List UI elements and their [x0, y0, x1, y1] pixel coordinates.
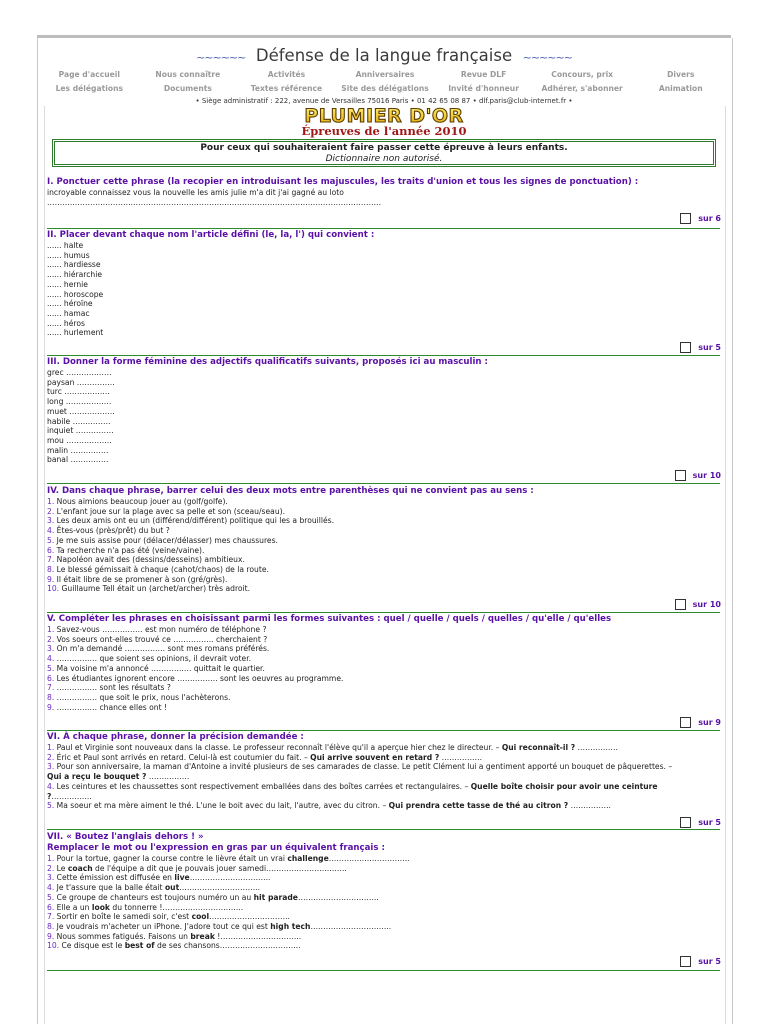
score-checkbox[interactable] — [680, 956, 691, 967]
question-number: 7. — [47, 912, 55, 922]
question-text: ...... hernie — [47, 279, 88, 289]
question-text: du tonnerre !………………………….. — [109, 902, 244, 912]
question-number: 2. — [47, 634, 55, 644]
section-separator — [47, 483, 720, 484]
nav-link-revue[interactable]: Revue DLF — [460, 70, 507, 79]
bold-term: cool — [191, 912, 210, 922]
section-body — [47, 497, 720, 594]
question-line — [47, 625, 720, 635]
question-line — [47, 497, 720, 507]
bold-term: Qui a reçu le bouquet ? — [47, 772, 147, 782]
score-box — [680, 817, 721, 828]
question-line — [47, 762, 720, 772]
nav-link-invite[interactable]: Invité d'honneur — [448, 84, 519, 93]
bold-term: high tech — [270, 921, 311, 931]
question-text: grec ……………… — [47, 368, 112, 377]
question-text: ……………. chance elles ont ! — [54, 702, 168, 712]
question-line — [47, 397, 720, 407]
question-line — [47, 654, 720, 664]
question-line — [47, 555, 720, 565]
question-line — [47, 903, 720, 913]
question-line — [47, 546, 720, 556]
score-label: sur 5 — [698, 343, 721, 352]
question-text: Il était libre de se promener à son (gré/grès). — [54, 574, 228, 584]
question-text: ...... hurlement — [47, 328, 104, 338]
question-line — [47, 241, 720, 251]
question-line — [47, 319, 720, 329]
question-text: inquiet …………… — [47, 426, 114, 436]
question-text: Guillaume Tell était un (archet/archer) très adroit. — [59, 584, 251, 594]
question-text: Savez-vous ……………. est mon numéro de téléphone ? — [54, 625, 267, 634]
notice-line-2: Dictionnaire non autorisé. — [325, 153, 443, 164]
section-title: V. Compléter les phrases en choisissant parmi les formes suivantes : quel / quelle / quels / quelles / qu'elle / qu'elles — [47, 614, 612, 624]
question-text: On m'a demandé ……………. sont mes romans préférés. — [54, 644, 270, 654]
bold-term: ? — [47, 791, 52, 801]
score-label: sur 5 — [698, 957, 721, 966]
bold-term: Qui arrive souvent en retard ? — [310, 752, 440, 762]
score-checkbox[interactable] — [675, 470, 686, 481]
section-body — [47, 854, 720, 951]
question-text: ……………. — [439, 752, 483, 762]
exercise-section — [47, 486, 720, 594]
question-line — [47, 792, 720, 802]
question-line — [47, 644, 720, 654]
question-text: Ce groupe de chanteurs est toujours numéro un au — [54, 892, 254, 902]
question-text: Paul et Virginie sont nouveaux dans la classe. Le professeur reconnaît l'élève qu'il a aperçue hier chez le directeur. – — [54, 743, 502, 752]
bold-term: Quelle boîte choisir pour avoir une ceinture — [470, 781, 658, 791]
question-line — [47, 565, 720, 575]
question-text: Ce disque est le — [59, 941, 125, 951]
question-text: ……………. — [575, 743, 618, 752]
question-line — [47, 932, 720, 942]
question-text: ………………………….. — [328, 854, 410, 863]
address-line: • Siège administratif : 222, avenue de Versailles 75016 Paris • 01 42 65 08 87 • dlf.paris@club-internet.fr • — [195, 97, 573, 105]
question-number: 2. — [47, 863, 55, 873]
exercise-section — [47, 614, 720, 712]
question-number: 4. — [47, 781, 55, 791]
question-line — [47, 270, 720, 280]
question-line — [47, 280, 720, 290]
question-text: Êtes-vous (près/prêt) du but ? — [54, 526, 170, 536]
question-line — [47, 378, 720, 388]
section-separator — [47, 228, 720, 229]
nav-row-1 — [40, 70, 730, 79]
question-line — [47, 674, 720, 684]
question-number: 9. — [47, 702, 55, 712]
question-line — [47, 922, 720, 932]
question-text: de ses chansons………………………….. — [154, 941, 301, 951]
question-text: ...... horoscope — [47, 289, 104, 299]
question-line — [47, 260, 720, 270]
question-text: Nous aimions beaucoup jouer au (golf/golfe). — [54, 497, 228, 506]
question-line — [47, 290, 720, 300]
question-number: 6. — [47, 673, 55, 683]
question-line — [47, 703, 720, 713]
score-box — [675, 470, 721, 481]
exam-subtitle: Épreuves de l'année 2010 — [301, 124, 467, 138]
question-text: ……………. — [146, 772, 190, 782]
question-number: 9. — [47, 574, 55, 584]
question-text: habile …………… — [47, 416, 111, 426]
notice-line-1: Pour ceux qui souhaiteraient faire passer cette épreuve à leurs enfants. — [200, 143, 568, 153]
question-text: Ma soeur et ma mère aiment le thé. L'une le boit avec du lait, l'autre, avec du citron. – — [54, 801, 389, 811]
question-text: Ta recherche n'a pas été (veine/vaine). — [54, 545, 205, 555]
section-title: II. Placer devant chaque nom l'article défini (le, la, l') qui convient : — [47, 230, 375, 240]
question-line — [47, 436, 720, 446]
question-number: 3. — [47, 516, 55, 526]
question-text: Pour son anniversaire, la maman d'Antoine a invité plusieurs de ses camarades de classe. Le petit Clément lui a gentiment apporté un bouquet de pâquerettes. – — [54, 762, 673, 772]
nav-link-site-delegations[interactable]: Site des délégations — [341, 84, 429, 93]
question-text: L'enfant joue sur la plage avec sa pelle et son (sceau/seau). — [54, 506, 286, 516]
question-line — [47, 772, 720, 782]
question-text: ...... halte — [47, 241, 84, 250]
section-separator — [47, 730, 720, 731]
nav-row-2 — [40, 84, 730, 93]
question-text: Les étudiantes ignorent encore ……………. sont les oeuvres au programme. — [54, 673, 344, 683]
score-checkbox[interactable] — [680, 213, 691, 224]
question-line — [47, 426, 720, 436]
question-text: de l'équipe a dit que je pouvais jouer samedi………………………….. — [92, 863, 347, 873]
site-title — [0, 46, 768, 65]
question-text: ……………. — [51, 791, 92, 801]
score-label: sur 6 — [698, 214, 721, 223]
question-text: muet ……………… — [47, 406, 115, 416]
section-body — [47, 368, 720, 465]
question-text: long ……………… — [47, 397, 112, 407]
nav-link-nous-connaitre[interactable]: Nous connaître — [155, 70, 221, 79]
question-number: 1. — [47, 625, 55, 634]
question-line — [47, 536, 720, 546]
section-body — [47, 188, 720, 207]
bold-term: Qui reconnaît-il ? — [501, 743, 576, 752]
question-number: 4. — [47, 883, 55, 893]
nav-link-animation[interactable]: Animation — [658, 84, 703, 93]
question-text: Le blessé gémissait à chaque (cahot/chaos) de la route. — [54, 564, 269, 574]
question-line — [47, 883, 720, 893]
bold-term: live — [174, 873, 190, 883]
question-line — [47, 801, 720, 811]
question-text: Les deux amis ont eu un (différend/différent) politique qui les a brouillés. — [54, 516, 335, 526]
question-text: ...... humus — [47, 250, 90, 260]
exercise-section — [47, 357, 720, 465]
section-body — [47, 743, 720, 811]
question-text: Sortir en boîte le samedi soir, c'est — [54, 912, 192, 922]
bold-term: hit parade — [253, 892, 298, 902]
bold-term: Qui prendra cette tasse de thé au citron ? — [388, 801, 569, 811]
section-title: IV. Dans chaque phrase, barrer celui des deux mots entre parenthèses qui ne convient pas au sens : — [47, 486, 534, 496]
question-text: Cette émission est diffusée en — [54, 873, 175, 883]
question-number: 8. — [47, 692, 55, 702]
question-line — [47, 446, 720, 456]
question-number: 4. — [47, 654, 55, 664]
question-number: 4. — [47, 526, 55, 536]
ornament-right-icon: ~~~~~~ — [522, 51, 572, 64]
section-title: III. Donner la forme féminine des adjectifs qualificatifs suivants, proposés ici au masculin : — [47, 357, 488, 367]
question-number: 1. — [47, 854, 55, 863]
question-number: 6. — [47, 902, 55, 912]
question-text: Vos soeurs ont-elles trouvé ce ……………. cherchaient ? — [54, 634, 268, 644]
score-label: sur 10 — [692, 600, 721, 609]
question-line — [47, 664, 720, 674]
question-number: 6. — [47, 545, 55, 555]
question-line — [47, 635, 720, 645]
question-text: ………………………….. — [209, 912, 290, 922]
section-title: VI. À chaque phrase, donner la précision demandée : — [47, 732, 304, 742]
question-number: 8. — [47, 921, 55, 931]
section-title: I. Ponctuer cette phrase (la recopier en introduisant les majuscules, les traits d'union et tous les signes de ponctuation) : — [47, 177, 639, 187]
score-checkbox[interactable] — [680, 717, 691, 728]
section-instruction: Remplacer le mot ou l'expression en gras par un équivalent français : — [47, 843, 385, 853]
bold-term: look — [91, 902, 110, 912]
question-line — [47, 251, 720, 261]
question-text: ………………………….. — [189, 873, 271, 883]
nav-link-adherer[interactable]: Adhérer, s'abonner — [541, 84, 623, 93]
question-text: Les ceintures et les chaussettes sont respectivement emballées dans des boîtes carrées et rectangulaires. – — [54, 781, 471, 791]
ornament-left-icon: ~~~~~~ — [196, 51, 246, 64]
question-text: ……………. sont les résultats ? — [54, 683, 171, 693]
nav-link-concours[interactable]: Concours, prix — [551, 70, 614, 79]
question-text: ...... hiérarchie — [47, 270, 102, 280]
question-line — [47, 309, 720, 319]
score-label: sur 5 — [698, 818, 721, 827]
bold-term: break — [190, 931, 215, 941]
logo-text: PLUMIER D'OR — [304, 105, 464, 126]
question-text: turc ……………… — [47, 387, 110, 397]
question-line — [47, 743, 720, 753]
question-number: 3. — [47, 644, 55, 654]
question-number: 2. — [47, 506, 55, 516]
score-box — [680, 717, 721, 728]
question-line — [47, 188, 720, 198]
question-text: Éric et Paul sont arrivés en retard. Celui-là est coutumier du fait. – — [54, 752, 311, 762]
question-line — [47, 368, 720, 378]
score-box — [675, 599, 721, 610]
question-line — [47, 387, 720, 397]
question-number: 7. — [47, 683, 55, 693]
site-title-text: Défense de la langue française — [255, 46, 513, 65]
question-line — [47, 507, 720, 517]
question-text: ...... hamac — [47, 308, 90, 318]
question-number: 2. — [47, 752, 55, 762]
question-text: Je t'assure que la balle était — [54, 883, 165, 893]
question-text: !………………………….. — [214, 931, 302, 941]
nav-link-divers[interactable]: Divers — [667, 70, 695, 79]
question-line — [47, 854, 720, 864]
question-text: Nous sommes fatigués. Faisons un — [54, 931, 191, 941]
question-number: 10. — [47, 584, 60, 594]
score-box — [680, 956, 721, 967]
question-text: Napoléon avait des (dessins/desseins) ambitieux. — [54, 555, 245, 565]
question-number: 5. — [47, 892, 55, 902]
question-text: ………………………….. — [297, 892, 379, 902]
question-text: ……………. que soit le prix, nous l'achèterons. — [54, 692, 231, 702]
nav-link-activites[interactable]: Activités — [267, 70, 306, 79]
question-number: 9. — [47, 931, 55, 941]
question-text: Je voudrais m'acheter un iPhone. J'adore tout ce qui est — [54, 921, 271, 931]
exercise-section — [47, 230, 720, 338]
question-text: ………………………….. — [179, 883, 260, 893]
question-number: 3. — [47, 873, 55, 883]
question-text: banal …………… — [47, 455, 109, 465]
question-text: ...... héroïne — [47, 299, 93, 309]
plumier-dor-logo — [300, 104, 468, 126]
question-line — [47, 753, 720, 763]
question-number: 10. — [47, 941, 60, 951]
score-label: sur 9 — [698, 718, 721, 727]
question-line — [47, 683, 720, 693]
question-text: Je me suis assise pour (délacer/délasser) mes chaussures. — [54, 535, 278, 545]
nav-link-anniversaires[interactable]: Anniversaires — [355, 70, 415, 79]
question-line — [47, 417, 720, 427]
question-text: ……………. que soient ses opinions, il devrait voter. — [54, 654, 252, 664]
score-box — [680, 342, 721, 353]
question-line — [47, 455, 720, 465]
question-text: incroyable connaissez vous la nouvelle les amis julie m'a dit j'ai gagné au loto — [47, 188, 344, 197]
bold-term: out — [164, 883, 180, 893]
section-title: VII. « Boutez l'anglais dehors ! » — [47, 832, 204, 842]
bold-term: best of — [124, 941, 155, 951]
question-line — [47, 693, 720, 703]
exercise-section — [47, 732, 720, 811]
question-text: Ma voisine m'a annoncé ……………. quittait le quartier. — [54, 663, 265, 673]
section-separator — [47, 355, 720, 356]
exercise-section — [47, 177, 720, 207]
section-body — [47, 625, 720, 712]
question-text: Elle a un — [54, 902, 92, 912]
question-text: malin …………… — [47, 445, 109, 455]
question-text: ……………. — [568, 801, 611, 811]
score-checkbox[interactable] — [680, 817, 691, 828]
question-text: ………………………….. — [310, 921, 392, 931]
score-box — [680, 213, 721, 224]
question-number: 1. — [47, 743, 55, 752]
question-number: 5. — [47, 535, 55, 545]
question-line — [47, 407, 720, 417]
nav-link-accueil[interactable]: Page d'accueil — [58, 70, 120, 79]
question-line — [47, 893, 720, 903]
question-line — [47, 864, 720, 874]
bold-term: challenge — [287, 854, 329, 863]
notice-inner — [54, 141, 714, 165]
section-separator — [47, 829, 720, 830]
question-text: ...... hardiesse — [47, 260, 101, 270]
question-line — [47, 584, 720, 594]
question-line — [47, 912, 720, 922]
question-line — [47, 299, 720, 309]
question-number: 5. — [47, 663, 55, 673]
bold-term: coach — [67, 863, 93, 873]
question-line — [47, 941, 720, 951]
question-number: 3. — [47, 762, 55, 772]
question-text: …………………………………………………………………………………………………………………… — [47, 197, 382, 207]
score-checkbox[interactable] — [675, 599, 686, 610]
question-line — [47, 575, 720, 585]
question-number: 8. — [47, 564, 55, 574]
section-separator — [47, 612, 720, 613]
section-separator — [47, 970, 720, 971]
question-line — [47, 782, 720, 792]
question-text: Pour la tortue, gagner la course contre le lièvre était un vrai — [54, 854, 288, 863]
question-line — [47, 526, 720, 536]
exercise-section — [47, 832, 720, 951]
nav-link-delegations[interactable]: Les délégations — [55, 84, 123, 93]
question-text: ...... héros — [47, 318, 85, 328]
question-text: paysan …………… — [47, 377, 115, 387]
question-number: 7. — [47, 555, 55, 565]
score-label: sur 10 — [692, 471, 721, 480]
nav-link-textes[interactable]: Textes référence — [250, 84, 323, 93]
nav-link-documents[interactable]: Documents — [163, 84, 212, 93]
question-number: 1. — [47, 497, 55, 506]
question-text: mou ……………… — [47, 435, 112, 445]
question-number: 5. — [47, 801, 55, 811]
question-text: Le — [54, 863, 68, 873]
score-checkbox[interactable] — [680, 342, 691, 353]
question-line — [47, 328, 720, 338]
question-line — [47, 516, 720, 526]
notice-box — [52, 139, 716, 167]
section-body — [47, 241, 720, 338]
question-line — [47, 873, 720, 883]
question-line — [47, 198, 720, 208]
